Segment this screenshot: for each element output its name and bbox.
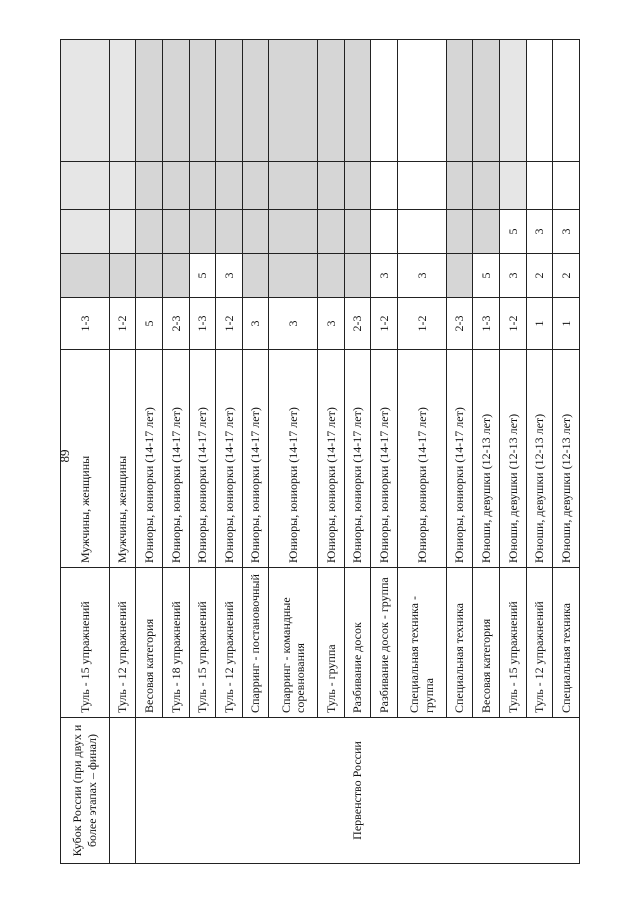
event-cell: Первенство России bbox=[136, 718, 580, 864]
discipline-cell: Разбивание досок bbox=[344, 568, 371, 718]
place-cell: 3 bbox=[242, 298, 269, 350]
place-cell bbox=[446, 254, 473, 298]
place-cell bbox=[473, 210, 500, 254]
age-group-cell: Юниоры, юниорки (14-17 лет) bbox=[397, 350, 446, 568]
place-cell: 5 bbox=[136, 298, 163, 350]
place-cell: 1-2 bbox=[397, 298, 446, 350]
place-cell: 2-3 bbox=[162, 298, 189, 350]
place-cell bbox=[318, 162, 345, 210]
place-cell: 1-3 bbox=[189, 298, 216, 350]
age-group-cell: Юниоры, юниорки (14-17 лет) bbox=[136, 350, 163, 568]
discipline-cell: Спарринг - постановочный bbox=[242, 568, 269, 718]
results-table bbox=[60, 39, 580, 864]
age-group-cell: Мужчины, женщины bbox=[109, 350, 136, 568]
discipline-cell: Туль - 15 упражнений bbox=[499, 568, 526, 718]
place-cell: 3 bbox=[216, 254, 243, 298]
place-cell: 3 bbox=[526, 210, 553, 254]
discipline-cell: Специальная техника bbox=[446, 568, 473, 718]
place-cell bbox=[371, 40, 398, 162]
discipline-cell: Туль - 15 упражнений bbox=[61, 568, 110, 718]
place-cell bbox=[371, 210, 398, 254]
place-cell bbox=[242, 40, 269, 162]
place-cell: 2 bbox=[526, 254, 553, 298]
age-group-cell: Юниоры, юниорки (14-17 лет) bbox=[242, 350, 269, 568]
place-cell bbox=[189, 162, 216, 210]
place-cell bbox=[109, 162, 136, 210]
age-group-cell: Юниоры, юниорки (14-17 лет) bbox=[344, 350, 371, 568]
age-group-cell: Юниоры, юниорки (14-17 лет) bbox=[216, 350, 243, 568]
place-cell: 3 bbox=[499, 254, 526, 298]
place-cell: 1-2 bbox=[109, 298, 136, 350]
place-cell: 1-3 bbox=[473, 298, 500, 350]
age-group-cell: Мужчины, женщины bbox=[61, 350, 110, 568]
place-cell bbox=[216, 210, 243, 254]
place-cell: 5 bbox=[499, 210, 526, 254]
place-cell: 1-2 bbox=[371, 298, 398, 350]
place-cell bbox=[61, 254, 110, 298]
place-cell: 1 bbox=[526, 298, 553, 350]
place-cell: 5 bbox=[473, 254, 500, 298]
age-group-cell: Юниоры, юниорки (14-17 лет) bbox=[189, 350, 216, 568]
place-cell bbox=[189, 210, 216, 254]
place-cell bbox=[397, 210, 446, 254]
age-group-cell: Юноши, девушки (12-13 лет) bbox=[473, 350, 500, 568]
place-cell bbox=[136, 162, 163, 210]
place-cell: 3 bbox=[269, 298, 318, 350]
age-group-cell: Юниоры, юниорки (14-17 лет) bbox=[162, 350, 189, 568]
place-cell: 5 bbox=[189, 254, 216, 298]
place-cell bbox=[61, 210, 110, 254]
place-cell bbox=[269, 254, 318, 298]
place-cell bbox=[473, 40, 500, 162]
place-cell bbox=[61, 162, 110, 210]
place-cell bbox=[318, 210, 345, 254]
age-group-cell: Юниоры, юниорки (14-17 лет) bbox=[318, 350, 345, 568]
discipline-cell: Разбивание досок - группа bbox=[371, 568, 398, 718]
place-cell bbox=[242, 162, 269, 210]
discipline-cell: Туль - 12 упражнений bbox=[526, 568, 553, 718]
place-cell bbox=[499, 40, 526, 162]
place-cell bbox=[446, 210, 473, 254]
place-cell bbox=[109, 254, 136, 298]
discipline-cell: Весовая категория bbox=[136, 568, 163, 718]
discipline-cell: Туль - 18 упражнений bbox=[162, 568, 189, 718]
page-number: 89 bbox=[57, 449, 72, 463]
discipline-cell: Туль - 12 упражнений bbox=[216, 568, 243, 718]
place-cell bbox=[269, 210, 318, 254]
place-cell: 1-2 bbox=[216, 298, 243, 350]
place-cell: 1-3 bbox=[61, 298, 110, 350]
place-cell: 3 bbox=[553, 210, 580, 254]
discipline-cell: Туль - группа bbox=[318, 568, 345, 718]
age-group-cell: Юноши, девушки (12-13 лет) bbox=[499, 350, 526, 568]
place-cell bbox=[371, 162, 398, 210]
place-cell bbox=[344, 162, 371, 210]
place-cell bbox=[344, 40, 371, 162]
place-cell: 1-2 bbox=[499, 298, 526, 350]
place-cell bbox=[318, 40, 345, 162]
table-row bbox=[109, 40, 136, 864]
place-cell bbox=[269, 162, 318, 210]
place-cell bbox=[136, 254, 163, 298]
place-cell bbox=[216, 40, 243, 162]
place-cell: 3 bbox=[397, 254, 446, 298]
place-cell: 3 bbox=[318, 298, 345, 350]
place-cell: 3 bbox=[371, 254, 398, 298]
place-cell bbox=[553, 162, 580, 210]
place-cell bbox=[242, 210, 269, 254]
discipline-cell: Спарринг - командные соревнования bbox=[269, 568, 318, 718]
place-cell bbox=[189, 40, 216, 162]
place-cell bbox=[109, 40, 136, 162]
age-group-cell: Юниоры, юниорки (14-17 лет) bbox=[269, 350, 318, 568]
place-cell bbox=[499, 162, 526, 210]
place-cell: 1 bbox=[553, 298, 580, 350]
place-cell bbox=[553, 40, 580, 162]
age-group-cell: Юниоры, юниорки (14-17 лет) bbox=[371, 350, 398, 568]
results-table-body bbox=[61, 40, 580, 864]
place-cell bbox=[446, 40, 473, 162]
place-cell bbox=[109, 210, 136, 254]
place-cell bbox=[344, 210, 371, 254]
place-cell bbox=[242, 254, 269, 298]
place-cell bbox=[269, 40, 318, 162]
place-cell: 2-3 bbox=[446, 298, 473, 350]
place-cell bbox=[162, 254, 189, 298]
place-cell bbox=[473, 162, 500, 210]
table-row bbox=[136, 40, 163, 864]
discipline-cell: Весовая категория bbox=[473, 568, 500, 718]
place-cell bbox=[162, 40, 189, 162]
place-cell bbox=[318, 254, 345, 298]
place-cell bbox=[136, 40, 163, 162]
place-cell bbox=[446, 162, 473, 210]
event-cell bbox=[109, 718, 136, 864]
place-cell bbox=[216, 162, 243, 210]
place-cell bbox=[397, 40, 446, 162]
discipline-cell: Туль - 12 упражнений bbox=[109, 568, 136, 718]
discipline-cell: Специальная техника - группа bbox=[397, 568, 446, 718]
place-cell bbox=[61, 40, 110, 162]
place-cell bbox=[162, 162, 189, 210]
event-cell: Кубок России (при двух и более этапах – финал) bbox=[61, 718, 110, 864]
place-cell: 2 bbox=[553, 254, 580, 298]
discipline-cell: Туль - 15 упражнений bbox=[189, 568, 216, 718]
age-group-cell: Юноши, девушки (12-13 лет) bbox=[553, 350, 580, 568]
age-group-cell: Юниоры, юниорки (14-17 лет) bbox=[446, 350, 473, 568]
place-cell bbox=[397, 162, 446, 210]
place-cell bbox=[162, 210, 189, 254]
place-cell bbox=[526, 40, 553, 162]
discipline-cell: Специальная техника bbox=[553, 568, 580, 718]
age-group-cell: Юноши, девушки (12-13 лет) bbox=[526, 350, 553, 568]
place-cell bbox=[136, 210, 163, 254]
rotated-page-content bbox=[60, 40, 580, 864]
place-cell bbox=[344, 254, 371, 298]
place-cell: 2-3 bbox=[344, 298, 371, 350]
place-cell bbox=[526, 162, 553, 210]
table-row bbox=[61, 40, 110, 864]
